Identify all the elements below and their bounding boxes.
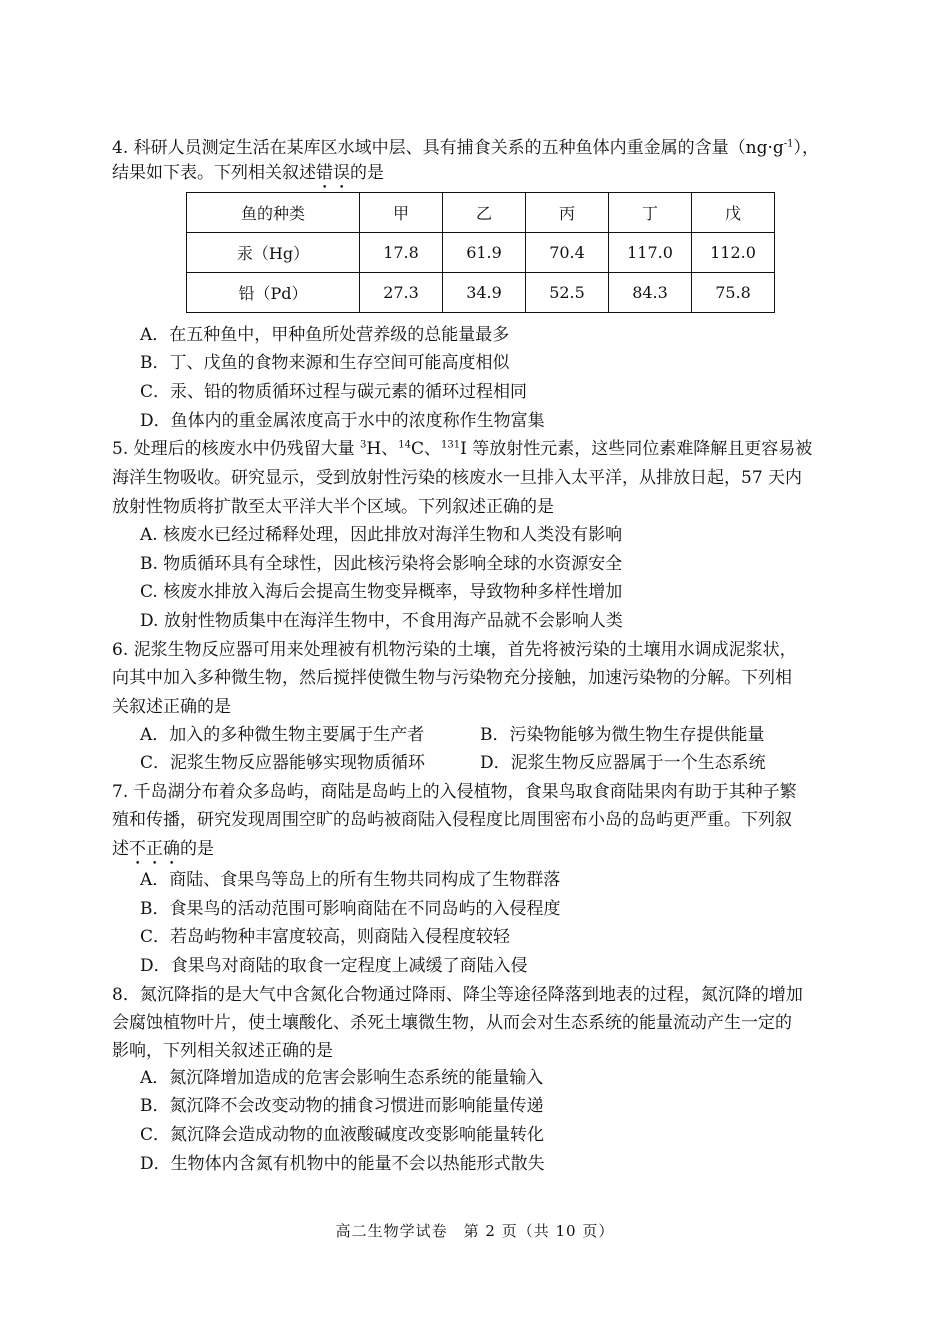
q5-text-b: H、	[366, 439, 399, 459]
q4-stem-line1	[112, 134, 819, 162]
table-cell: 61.9	[443, 233, 526, 273]
table-cell: 84.3	[609, 273, 692, 313]
q5-stem-line3: 放射性物质将扩散至太平洋大半个区域。下列叙述正确的是	[112, 497, 554, 517]
q6-stem-line1: 6. 泥浆生物反应器可用来处理被有机物污染的土壤，首先将被污染的土壤用水调成泥浆状，	[112, 640, 797, 660]
q5-text-c: C、	[410, 439, 441, 459]
q5-stem-line1	[112, 435, 812, 463]
table-cell: 117.0	[609, 233, 692, 273]
q8-option-b: B．氮沉降不会改变动物的捕食习惯进而影响能量传递	[140, 1096, 544, 1116]
q5-sup-14: 14	[398, 439, 411, 451]
q4-line2-post: 的是	[350, 163, 384, 183]
q5-text-a: 5. 处理后的核废水中仍残留大量	[112, 439, 361, 459]
q4-option-b: B．丁、戊鱼的食物来源和生存空间可能高度相似	[140, 353, 510, 373]
q7-line3-post: 的是	[180, 839, 214, 859]
q7-stem-line3	[112, 835, 214, 863]
q6-option-b: B．污染物能够为微生物生存提供能量	[480, 725, 765, 745]
q5-stem-line2: 海洋生物吸收。研究显示，受到放射性污染的核废水一旦排入太平洋，从排放日起，57 天内	[112, 468, 803, 488]
table-cell: 112.0	[692, 233, 775, 273]
q7-option-b: B．食果鸟的活动范围可影响商陆在不同岛屿的入侵程度	[140, 899, 561, 919]
q4-emphasis-word: 错误	[316, 163, 350, 183]
q6-option-a: A．加入的多种微生物主要属于生产者	[140, 725, 425, 745]
table-header-cell: 丁	[609, 193, 692, 233]
table-header-cell: 戊	[692, 193, 775, 233]
table-cell: 75.8	[692, 273, 775, 313]
q6-stem-line3: 关叙述正确的是	[112, 697, 231, 717]
table-cell: 52.5	[526, 273, 609, 313]
q5-option-d: D. 放射性物质集中在海洋生物中，不食用海产品就不会影响人类	[140, 611, 623, 631]
q5-sup-3: 3	[360, 439, 367, 451]
table-cell: 70.4	[526, 233, 609, 273]
table-header-row	[187, 193, 775, 233]
q7-stem-line1: 7. 千岛湖分布着众多岛屿，商陆是岛屿上的入侵植物，食果鸟取食商陆果肉有助于其种子繁	[112, 782, 797, 802]
q4-option-c: C．汞、铅的物质循环过程与碳元素的循环过程相同	[140, 382, 528, 402]
q5-option-b: B. 物质循环具有全球性，因此核污染将会影响全球的水资源安全	[140, 554, 623, 574]
q7-option-d: D．食果鸟对商陆的取食一定程度上减缓了商陆入侵	[140, 956, 528, 976]
heavy-metal-table	[186, 192, 775, 313]
table-cell: 27.3	[360, 273, 443, 313]
q8-option-d: D．生物体内含氮有机物中的能量不会以热能形式散失	[140, 1154, 545, 1174]
q7-option-a: A．商陆、食果鸟等岛上的所有生物共同构成了生物群落	[140, 870, 561, 890]
table-header-cell: 丙	[526, 193, 609, 233]
q7-emphasis-word: 不正确	[129, 839, 180, 859]
table-cell: 17.8	[360, 233, 443, 273]
q4-line2-pre: 结果如下表。下列相关叙述	[112, 163, 316, 183]
table-header-cell: 鱼的种类	[187, 193, 360, 233]
q4-option-a: A．在五种鱼中，甲种鱼所处营养级的总能量最多	[140, 325, 510, 345]
table-header-cell: 甲	[360, 193, 443, 233]
q6-option-d: D．泥浆生物反应器属于一个生态系统	[480, 753, 766, 773]
q4-option-d: D．鱼体内的重金属浓度高于水中的浓度称作生物富集	[140, 411, 545, 431]
q7-line3-pre: 述	[112, 839, 129, 859]
q6-stem-line2: 向其中加入多种微生物，然后搅拌使微生物与污染物充分接触，加速污染物的分解。下列相	[112, 668, 792, 688]
table-row	[187, 233, 775, 273]
q8-option-a: A．氮沉降增加造成的危害会影响生态系统的能量输入	[140, 1068, 544, 1088]
q8-stem-line1: 8．氮沉降指的是大气中含氮化合物通过降雨、降尘等途径降落到地表的过程，氮沉降的增加	[112, 985, 803, 1005]
table-cell: 34.9	[443, 273, 526, 313]
q5-option-c: C. 核废水排放入海后会提高生物变异概率，导致物种多样性增加	[140, 582, 623, 602]
page-footer: 高二生物学试卷 第 2 页（共 10 页）	[335, 1222, 615, 1240]
q5-option-a: A. 核废水已经过稀释处理，因此排放对海洋生物和人类没有影响	[140, 525, 623, 545]
q7-stem-line2: 殖和传播，研究发现周围空旷的岛屿被商陆入侵程度比周围密布小岛的岛屿更严重。下列叙	[112, 810, 792, 830]
table-cell: 铅（Pd）	[187, 273, 360, 313]
q4-unit-end: ），	[793, 138, 819, 158]
q8-stem-line2: 会腐蚀植物叶片，使土壤酸化、杀死土壤微生物，从而会对生态系统的能量流动产生一定的	[112, 1013, 792, 1033]
q7-option-c: C．若岛屿物种丰富度较高，则商陆入侵程度较轻	[140, 927, 511, 947]
q4-stem-text: 4. 科研人员测定生活在某库区水域中层、具有捕食关系的五种鱼体内重金属的含量（ng·g	[112, 138, 784, 158]
q8-option-c: C．氮沉降会造成动物的血液酸碱度改变影响能量转化	[140, 1125, 545, 1145]
q5-sup-131: 131	[440, 439, 461, 451]
q6-option-c: C．泥浆生物反应器能够实现物质循环	[140, 753, 426, 773]
q4-unit-sup: -1	[783, 138, 794, 150]
q5-text-d: I 等放射性元素，这些同位素难降解且更容易被	[460, 439, 813, 459]
q4-stem-line2	[112, 159, 384, 187]
table-header-cell: 乙	[443, 193, 526, 233]
table-cell: 汞（Hg）	[187, 233, 360, 273]
q8-stem-line3: 影响，下列相关叙述正确的是	[112, 1041, 333, 1061]
table-row	[187, 273, 775, 313]
